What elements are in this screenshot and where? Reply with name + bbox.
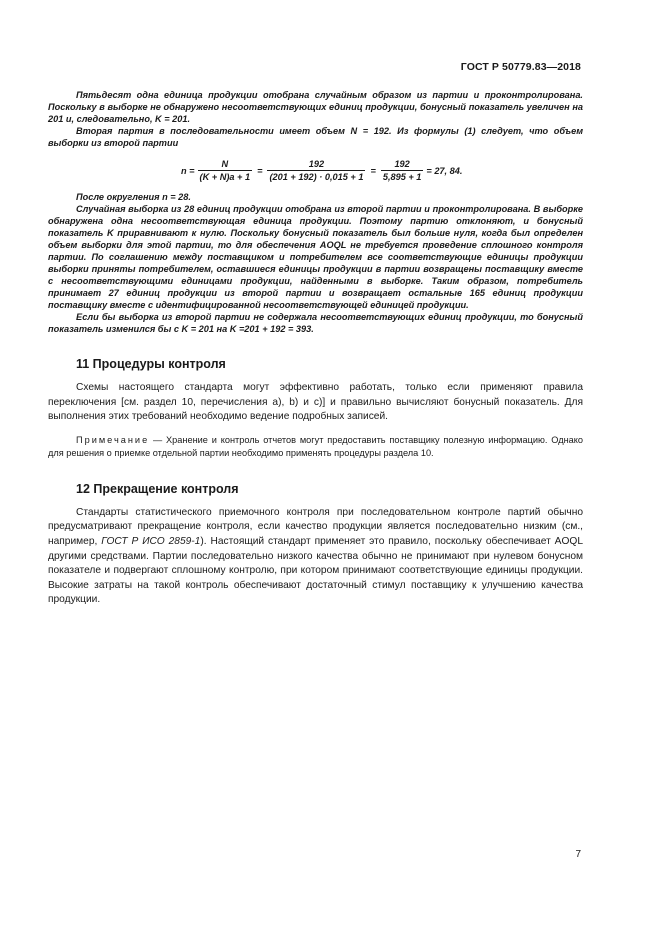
section-12-text-a: Стандарты статистического приемочного контроля при последовательном контроле партий обычно предусматривают прекращение контроля, если качество продукции является последовательно низким (см., например, <box>48 506 583 547</box>
example-paragraph-3: После округления n = 28. <box>76 192 191 202</box>
formula-lhs: n = <box>181 165 195 176</box>
fraction-substituted <box>267 159 365 182</box>
section-12-text-b: ). Настоящий стандарт применяет это правило, поскольку обеспечивает AOQL другими средствами. Партии последовательно низкого качества обычно не принимают при нулевом бонусном показателе и подвергают сплошному контролю, при котором принимают соответствующие единицы продукции. Высокие затраты на такой контроль обеспечивают достаточный стимул поставщику к улучшению качества продукции. <box>48 535 583 606</box>
fraction-general-numerator: N <box>221 159 229 169</box>
note-text: — Хранение и контроль отчетов могут предоставить поставщику полезную информацию. Однако для решения о приемке отдельной партии необходимо применять процедуры раздела 10. <box>48 434 583 458</box>
equals-sign: = <box>370 165 376 176</box>
example-block <box>48 89 583 335</box>
section-11-heading: 11 Процедуры контроля <box>76 357 226 371</box>
fraction-substituted-denominator: (201 + 192) · 0,015 + 1 <box>269 172 364 182</box>
fraction-simplified-denominator: 5,895 + 1 <box>382 172 422 182</box>
equals-sign: = <box>257 165 263 176</box>
page-number: 7 <box>575 849 581 860</box>
section-11-note <box>48 434 583 460</box>
sample-size-formula <box>181 159 583 182</box>
page-content <box>48 89 583 608</box>
example-paragraph-5: Если бы выборка из второй партии не содержала несоответствующих единиц продукции, то бонусный показатель изменился бы с K = 201 на K =201 + 192 = 393. <box>48 312 583 334</box>
note-label: Примечание <box>76 434 150 445</box>
section-12-paragraph <box>48 506 583 608</box>
section-11-body <box>48 381 583 460</box>
formula-result: = 27, 84. <box>426 165 463 176</box>
example-paragraph-1: Пятьдесят одна единица продукции отобрана случайным образом из партии и проконтролирована. Поскольку в выборке не обнаружено несоответствующих единиц продукции, бонусный показатель увеличен на 201 и, следовательно, K = 201. <box>48 90 583 124</box>
standard-reference: ГОСТ Р ИСО 2859-1 <box>101 535 201 547</box>
fraction-simplified-numerator: 192 <box>394 159 410 169</box>
fraction-general <box>198 159 253 182</box>
section-12-heading: 12 Прекращение контроля <box>76 481 239 496</box>
section-11-paragraph: Схемы настоящего стандарта могут эффективно работать, только если применяют правила переключения [см. раздел 10, перечисления а), b) и с)] и правильно вычисляют бонусный показатель. Для выполнения этих требований необходимо ведение подробных записей. <box>48 382 583 423</box>
document-number: ГОСТ Р 50779.83—2018 <box>460 61 581 73</box>
example-paragraph-2: Вторая партия в последовательности имеет объем N = 192. Из формулы (1) следует, что объем выборки из второй партии <box>48 126 583 148</box>
fraction-general-denominator: (K + N)a + 1 <box>199 172 251 182</box>
fraction-simplified <box>381 159 424 182</box>
example-paragraph-4: Случайная выборка из 28 единиц продукции отобрана из второй партии и проконтролирована. В выборке обнаружена одна несоответствующая единица продукции. Поэтому партию отклоняют, и бонусный показатель K приравнивают к нулю. Поскольку бонусный показатель был больше нуля, когда был определен объем выборки для этой партии, то для обеспечения AOQL не требуется проведение сплошного контроля партии. По соглашению между поставщиком и потребителем все соответствующие единицы продукции выборки приняты потребителем, оставшиеся единицы продукции в партии возвращены поставщику вместе с несоответствующими единицами продукции, найденными в выборке. Таким образом, потребитель принимает 27 единиц продукции из второй партии и возвращает остальные 165 единиц продукции поставщику вместе с идентифицированной несоответствующей единицей продукции. <box>48 204 583 310</box>
section-12-body <box>48 506 583 608</box>
fraction-substituted-numerator: 192 <box>308 159 325 169</box>
